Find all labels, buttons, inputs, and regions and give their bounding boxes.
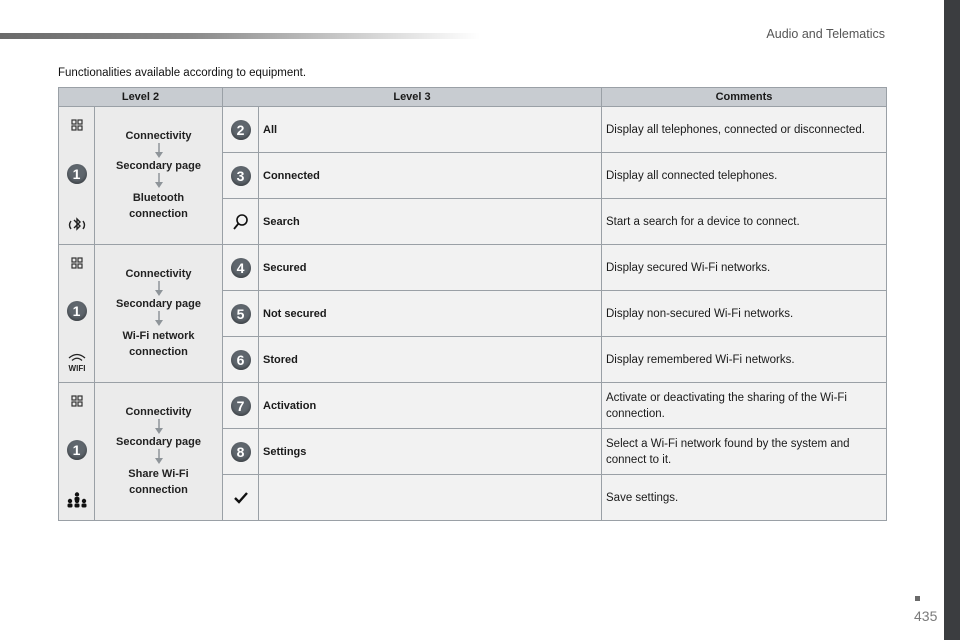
header-level2: Level 2 (59, 88, 223, 107)
search-icon (232, 213, 250, 231)
grid-icon (69, 117, 85, 133)
level2-flow-cell (95, 107, 223, 245)
header-gradient-bar (0, 33, 480, 39)
grid-icon (69, 255, 85, 271)
step-badge: 3 (231, 166, 251, 186)
step-badge: 1 (67, 301, 87, 321)
badge-cell (223, 429, 259, 475)
page-number: 435 (914, 608, 938, 624)
arrow-down-icon (154, 419, 164, 435)
badge-cell (223, 337, 259, 383)
badge-cell (223, 107, 259, 153)
step-badge: 2 (231, 120, 251, 140)
comment-text: Select a Wi-Fi network found by the system and connect to it. (602, 429, 887, 475)
table-row (59, 107, 887, 153)
page-marker (915, 596, 920, 601)
comment-text: Display non-secured Wi-Fi networks. (602, 291, 887, 337)
group-icon-cell (59, 245, 95, 383)
comment-text: Start a search for a device to connect. (602, 199, 887, 245)
level3-label: Stored (259, 337, 602, 383)
comment-text: Display all telephones, connected or disconnected. (602, 107, 887, 153)
step-badge: 1 (67, 440, 87, 460)
arrow-down-icon (154, 143, 164, 159)
comment-text: Save settings. (602, 475, 887, 521)
step-badge: 5 (231, 304, 251, 324)
functions-table (58, 87, 887, 521)
arrow-down-icon (154, 281, 164, 297)
header-level3: Level 3 (223, 88, 602, 107)
flow-step: Connectivity (125, 129, 192, 142)
step-badge: 6 (231, 350, 251, 370)
level3-label: Activation (259, 383, 602, 429)
group-icon-cell (59, 107, 95, 245)
level3-label (259, 475, 602, 521)
comment-text: Display all connected telephones. (602, 153, 887, 199)
step-badge: 4 (231, 258, 251, 278)
level3-label: Settings (259, 429, 602, 475)
flow-step: Bluetooth connection (129, 191, 188, 220)
table-row (59, 245, 887, 291)
badge-cell (223, 383, 259, 429)
wifi-icon (65, 351, 89, 373)
grid-icon (69, 393, 85, 409)
header-comments: Comments (602, 88, 887, 107)
level3-label: Secured (259, 245, 602, 291)
people-share-icon (65, 491, 89, 511)
flow-step: Wi-Fi network connection (122, 329, 195, 358)
arrow-down-icon (154, 311, 164, 327)
level3-label: All (259, 107, 602, 153)
flow-step: Secondary page (116, 435, 201, 448)
step-badge: 1 (67, 164, 87, 184)
badge-cell (223, 291, 259, 337)
comment-text: Display secured Wi-Fi networks. (602, 245, 887, 291)
arrow-down-icon (154, 173, 164, 189)
group-icon-cell (59, 383, 95, 521)
checkmark-icon (233, 491, 249, 505)
svg-text:WIFI: WIFI (68, 363, 85, 373)
flow-step: Share Wi-Fi connection (128, 467, 189, 496)
step-badge: 8 (231, 442, 251, 462)
level2-flow-cell (95, 383, 223, 521)
flow-step: Secondary page (116, 159, 201, 172)
comment-text: Display remembered Wi-Fi networks. (602, 337, 887, 383)
badge-cell (223, 153, 259, 199)
table-header-row (59, 88, 887, 107)
comment-text: Activate or deactivating the sharing of the Wi-Fi connection. (602, 383, 887, 429)
step-badge: 7 (231, 396, 251, 416)
level3-label: Not secured (259, 291, 602, 337)
level3-label: Search (259, 199, 602, 245)
table-row (59, 383, 887, 429)
icon-cell (223, 475, 259, 521)
flow-step: Secondary page (116, 297, 201, 310)
badge-cell (223, 245, 259, 291)
icon-cell (223, 199, 259, 245)
flow-step: Connectivity (125, 267, 192, 280)
level3-label: Connected (259, 153, 602, 199)
arrow-down-icon (154, 449, 164, 465)
level2-flow-cell (95, 245, 223, 383)
flow-step: Connectivity (125, 405, 192, 418)
section-title: Audio and Telematics (766, 27, 885, 41)
right-edge-bar (944, 0, 960, 640)
bluetooth-icon (66, 215, 88, 235)
intro-text: Functionalities available according to equipment. (58, 67, 307, 79)
